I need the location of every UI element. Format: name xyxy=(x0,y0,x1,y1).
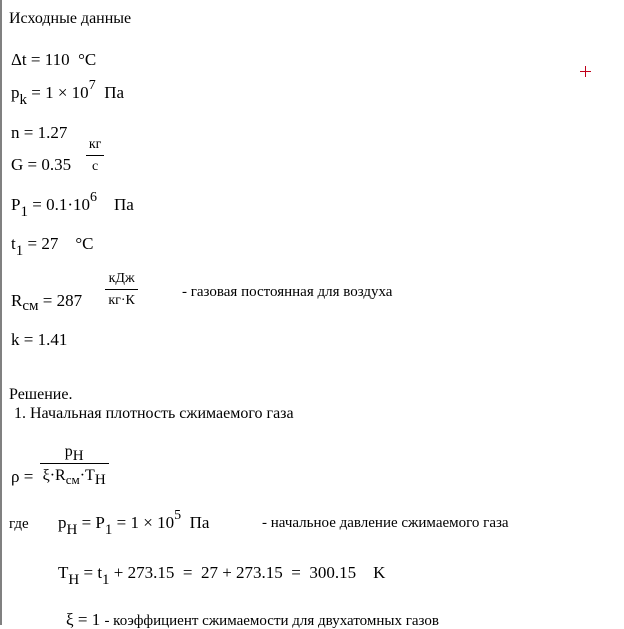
region-t1[interactable] xyxy=(11,234,94,259)
density-denominator xyxy=(40,464,109,488)
xi-R: ξ·R xyxy=(42,467,66,484)
eq-sign: = xyxy=(38,290,57,310)
var-G: G xyxy=(11,154,24,174)
eq-sign: = xyxy=(23,234,42,253)
unit-t1: °C xyxy=(75,234,94,253)
var-p: p xyxy=(64,443,73,460)
unit-Rcm-fraction xyxy=(105,272,138,308)
sub-cm: см xyxy=(22,297,39,314)
unit-G-num: кг xyxy=(86,138,105,156)
var-T: T xyxy=(58,563,69,582)
value-Rcm: 287 xyxy=(56,290,83,310)
eq-sign: = xyxy=(27,195,47,214)
comment-pH: - начальное давление сжимаемого газа xyxy=(262,515,509,531)
region-density-formula[interactable] xyxy=(11,443,111,488)
region-G[interactable] xyxy=(11,138,106,174)
unit-pH: Па xyxy=(189,513,210,532)
value-TH: + 273.15 = 27 + 273.15 = 300.15 xyxy=(109,563,357,582)
region-pH[interactable] xyxy=(58,508,210,538)
value-t1: 27 xyxy=(41,234,59,253)
sub-H: H xyxy=(68,572,80,588)
region-xi[interactable] xyxy=(66,611,439,629)
eq-sign: = xyxy=(73,610,92,629)
section-heading-solution: Решение. xyxy=(9,386,73,403)
value-k: 1.41 xyxy=(37,330,68,349)
where-label: где xyxy=(9,516,29,532)
eq-P: = P xyxy=(77,513,105,532)
var-R: R xyxy=(11,290,23,310)
region-TH[interactable] xyxy=(58,563,386,588)
value-P1: 0.1·10 xyxy=(46,195,90,214)
region-k[interactable] xyxy=(11,331,67,348)
var-p: p xyxy=(11,83,20,102)
eq-sign: = xyxy=(23,154,42,174)
density-fraction xyxy=(40,443,109,488)
sub-k: k xyxy=(19,92,27,108)
sub-H: H xyxy=(94,472,106,488)
sub-H: H xyxy=(72,448,84,464)
var-dt: Δt xyxy=(11,50,27,69)
eq-sign: = xyxy=(19,123,38,142)
eq-t: = t xyxy=(79,563,103,582)
unit-Rcm-den: кг·К xyxy=(108,293,135,308)
exp-pH: 5 xyxy=(174,508,182,523)
dot-T: ·T xyxy=(79,467,95,484)
value-xi: 1 xyxy=(91,610,101,629)
value-pH: = 1 × 10 xyxy=(112,513,175,532)
sub-1: 1 xyxy=(104,522,113,538)
density-numerator xyxy=(40,444,109,464)
unit-P1: Па xyxy=(113,195,134,214)
region-dt[interactable] xyxy=(11,51,96,68)
var-k: k xyxy=(11,330,20,349)
var-P: P xyxy=(11,195,21,214)
worksheet-left-border xyxy=(0,0,2,625)
sub-cm: см xyxy=(65,472,80,487)
unit-Rcm-num: кДж xyxy=(105,272,138,290)
section-heading-given: Исходные данные xyxy=(9,10,132,27)
region-pk[interactable] xyxy=(11,78,125,108)
value-pk: 1 × 10 xyxy=(45,83,89,102)
unit-G-den: с xyxy=(92,159,99,174)
unit-G-fraction xyxy=(86,138,105,174)
crosshair-cursor-icon xyxy=(580,66,591,77)
unit-pk: Па xyxy=(104,83,125,102)
exp-pk: 7 xyxy=(88,78,96,93)
value-G: 0.35 xyxy=(41,154,72,174)
sub-1: 1 xyxy=(102,572,110,588)
var-n: n xyxy=(11,123,20,142)
eq-sign: = xyxy=(26,50,45,69)
eq-sign: = xyxy=(19,330,38,349)
sub-1: 1 xyxy=(20,204,28,220)
comment-xi: - коэффициент сжимаемости для двухатомных газов xyxy=(104,613,439,629)
exp-P1: 6 xyxy=(89,190,97,205)
var-t: t xyxy=(11,234,16,253)
sub-H: H xyxy=(66,522,78,538)
eq-sign: = xyxy=(27,83,46,102)
value-dt: 110 xyxy=(44,50,70,69)
var-xi: ξ xyxy=(66,610,74,629)
value-n: 1.27 xyxy=(37,123,68,142)
sub-1: 1 xyxy=(15,243,24,259)
var-p: p xyxy=(58,513,67,532)
unit-dt: °C xyxy=(78,50,97,69)
comment-Rcm: - газовая постоянная для воздуха xyxy=(182,284,393,300)
unit-TH: K xyxy=(373,563,386,582)
step1-title: 1. Начальная плотность сжимаемого газа xyxy=(14,405,294,422)
region-Rcm[interactable] xyxy=(11,271,140,314)
region-P1[interactable] xyxy=(11,190,134,220)
var-rho: ρ = xyxy=(11,466,38,486)
